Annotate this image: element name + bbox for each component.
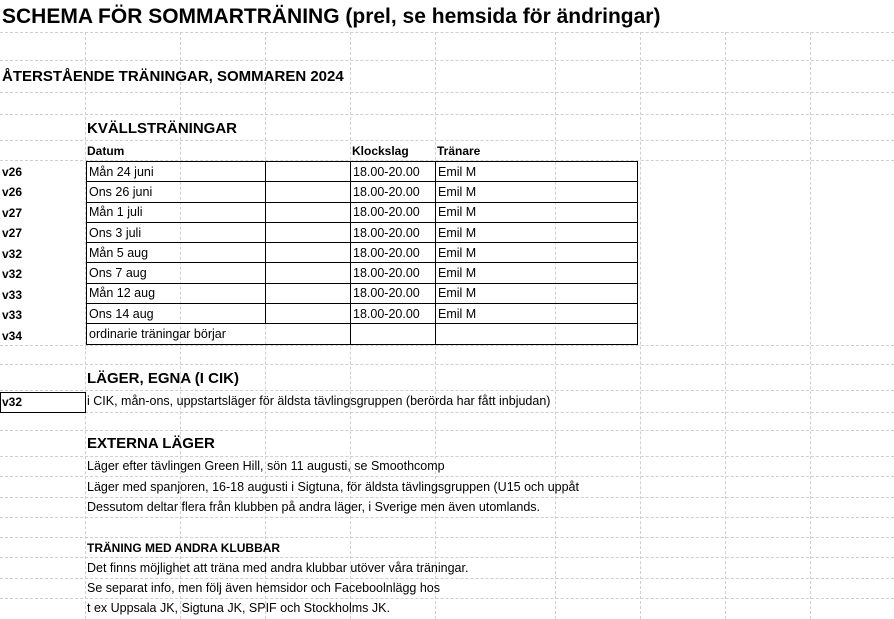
external-line: Läger efter tävlingen Green Hill, sön 11 augusti, se Smoothcomp: [87, 459, 445, 473]
date-cell: Ons 26 juni: [87, 182, 266, 202]
other-clubs-line: Se separat info, men följ även hemsidor och Faceboolnlägg hos: [87, 581, 440, 595]
gridline: [810, 32, 811, 619]
table-row: [87, 283, 638, 303]
table-row: [87, 324, 638, 344]
other-clubs-line: Det finns möjlighet att träna med andra klubbar utöver våra träningar.: [87, 561, 469, 575]
own-camp-heading: LÄGER, EGNA (I CIK): [87, 370, 239, 387]
empty-cell: [266, 202, 351, 222]
coach-cell: Emil M: [436, 222, 638, 242]
time-cell: 18.00-20.00: [351, 162, 436, 182]
gridline: [0, 92, 894, 93]
coach-cell: Emil M: [436, 182, 638, 202]
empty-cell: [266, 304, 351, 324]
week-label: v27: [2, 206, 23, 220]
week-label: v34: [2, 329, 23, 343]
time-cell: 18.00-20.00: [351, 202, 436, 222]
gridline: [0, 557, 894, 558]
date-cell: Mån 1 juli: [87, 202, 266, 222]
week-label: v33: [2, 288, 23, 302]
coach-cell: Emil M: [436, 202, 638, 222]
time-cell: 18.00-20.00: [351, 243, 436, 263]
time-cell: 18.00-20.00: [351, 283, 436, 303]
gridline: [0, 430, 894, 431]
time-cell: [351, 324, 436, 344]
empty-cell: [266, 243, 351, 263]
evening-heading: KVÄLLSTRÄNINGAR: [87, 120, 237, 137]
date-cell: Ons 7 aug: [87, 263, 266, 283]
own-camp-week: v32: [2, 395, 23, 409]
table-row: [87, 243, 638, 263]
gridline: [0, 578, 894, 579]
gridline: [0, 412, 894, 413]
empty-cell: [266, 182, 351, 202]
sheet-title: SCHEMA FÖR SOMMARTRÄNING (prel, se hemsida för ändringar): [2, 5, 661, 28]
gridline: [0, 476, 894, 477]
table-row: [87, 202, 638, 222]
header-time: Klockslag: [352, 144, 409, 158]
date-cell: Mån 5 aug: [87, 243, 266, 263]
other-clubs-line: t ex Uppsala JK, Sigtuna JK, SPIF och Stockholms JK.: [87, 601, 390, 615]
gridline: [0, 32, 894, 33]
gridline: [0, 456, 894, 457]
table-row: [87, 222, 638, 242]
table-row: [87, 182, 638, 202]
coach-cell: Emil M: [436, 263, 638, 283]
date-cell: Ons 3 juli: [87, 222, 266, 242]
time-cell: 18.00-20.00: [351, 304, 436, 324]
coach-cell: Emil M: [436, 162, 638, 182]
section-remaining-heading: ÅTERSTÅENDE TRÄNINGAR, SOMMAREN 2024: [2, 68, 344, 85]
time-cell: 18.00-20.00: [351, 222, 436, 242]
coach-cell: Emil M: [436, 243, 638, 263]
external-line: Dessutom deltar flera från klubben på andra läger, i Sverige men även utomlands.: [87, 500, 541, 514]
gridline: [0, 345, 894, 346]
external-line: Läger med spanjoren, 16-18 augusti i Sigtuna, för äldsta tävlingsgruppen (U15 och uppåt: [87, 480, 579, 494]
date-cell: Mån 24 juni: [87, 162, 266, 182]
other-clubs-heading: TRÄNING MED ANDRA KLUBBAR: [87, 541, 281, 555]
gridline: [0, 114, 894, 115]
gridline: [725, 32, 726, 619]
gridline: [0, 497, 894, 498]
evening-schedule-table: [86, 161, 638, 345]
gridline: [0, 598, 894, 599]
external-heading: EXTERNA LÄGER: [87, 435, 215, 452]
week-label: v33: [2, 308, 23, 322]
header-coach: Tränare: [437, 144, 481, 158]
week-label: v32: [2, 267, 23, 281]
coach-cell: [436, 324, 638, 344]
date-cell: ordinarie träningar börjar: [87, 324, 351, 344]
coach-cell: Emil M: [436, 283, 638, 303]
date-cell: Ons 14 aug: [87, 304, 266, 324]
gridline: [0, 140, 894, 141]
table-row: [87, 263, 638, 283]
time-cell: 18.00-20.00: [351, 182, 436, 202]
time-cell: 18.00-20.00: [351, 263, 436, 283]
empty-cell: [266, 222, 351, 242]
week-label: v26: [2, 165, 23, 179]
empty-cell: [266, 162, 351, 182]
gridline: [0, 390, 894, 391]
header-date: Datum: [87, 144, 125, 158]
coach-cell: Emil M: [436, 304, 638, 324]
gridline: [0, 60, 894, 61]
table-row: [87, 304, 638, 324]
empty-cell: [266, 283, 351, 303]
week-label: v27: [2, 226, 23, 240]
empty-cell: [266, 263, 351, 283]
gridline: [0, 517, 894, 518]
week-label: v32: [2, 247, 23, 261]
gridline: [640, 32, 641, 619]
own-camp-text: i CIK, mån-ons, uppstartsläger för äldsta tävlingsgruppen (berörda har fått inbjudan): [87, 394, 551, 408]
date-cell: Mån 12 aug: [87, 283, 266, 303]
gridline: [0, 537, 894, 538]
table-row: [87, 162, 638, 182]
week-label: v26: [2, 185, 23, 199]
gridline: [0, 364, 894, 365]
